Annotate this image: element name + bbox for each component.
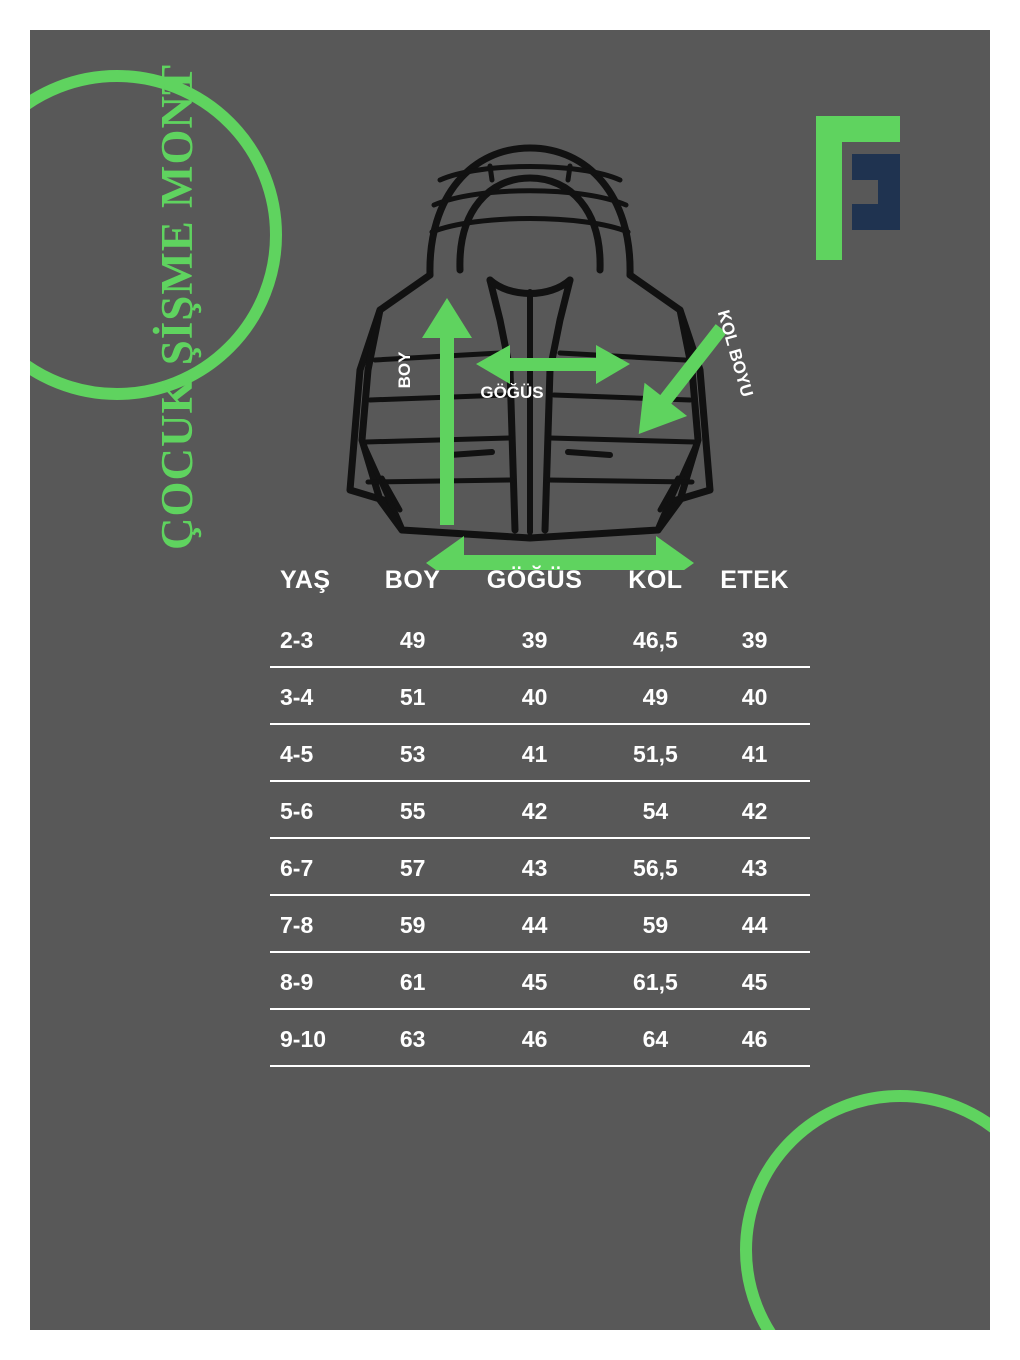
table-row	[270, 952, 810, 1009]
size-table-wrapper	[270, 560, 810, 1067]
cell-boy: 61	[368, 952, 458, 1009]
label-gogus: GÖĞÜS	[480, 383, 544, 402]
cell-etek: 39	[699, 611, 810, 667]
table-row	[270, 1009, 810, 1066]
column-header-boy: BOY	[384, 566, 441, 594]
cell-gogus: 40	[458, 667, 612, 724]
cell-kol: 56,5	[612, 838, 700, 895]
cell-boy: 55	[368, 781, 458, 838]
cell-age: 6-7	[270, 838, 368, 895]
cell-gogus: 45	[458, 952, 612, 1009]
cell-gogus: 42	[458, 781, 612, 838]
cell-age: 5-6	[270, 781, 368, 838]
size-table	[270, 560, 810, 1067]
cell-gogus: 46	[458, 1009, 612, 1066]
boy-arrow	[422, 298, 472, 525]
cell-kol: 64	[612, 1009, 700, 1066]
table-row	[270, 838, 810, 895]
cell-age: 2-3	[270, 611, 368, 667]
cell-kol: 61,5	[612, 952, 700, 1009]
column-header-yas: YAŞ	[280, 566, 331, 594]
table-row	[270, 724, 810, 781]
table-header-row	[270, 560, 810, 611]
cell-boy: 51	[368, 667, 458, 724]
cell-age: 4-5	[270, 724, 368, 781]
cell-gogus: 43	[458, 838, 612, 895]
column-header-gogus: GÖĞÜS	[486, 566, 583, 594]
cell-kol: 46,5	[612, 611, 700, 667]
cell-kol: 49	[612, 667, 700, 724]
cell-boy: 59	[368, 895, 458, 952]
cell-etek: 44	[699, 895, 810, 952]
cell-boy: 63	[368, 1009, 458, 1066]
cell-age: 8-9	[270, 952, 368, 1009]
size-chart-card	[30, 30, 990, 1330]
label-kol-boyu: KOL BOYU	[713, 307, 757, 400]
cell-age: 7-8	[270, 895, 368, 952]
cell-etek: 45	[699, 952, 810, 1009]
cell-etek: 46	[699, 1009, 810, 1066]
column-header-kol: KOL	[628, 566, 683, 594]
cell-etek: 41	[699, 724, 810, 781]
table-row	[270, 895, 810, 952]
column-header-etek: ETEK	[720, 566, 789, 594]
table-row	[270, 781, 810, 838]
decorative-arc-bottom-right	[740, 1090, 990, 1330]
cell-gogus: 39	[458, 611, 612, 667]
cell-gogus: 44	[458, 895, 612, 952]
table-row	[270, 667, 810, 724]
cell-age: 9-10	[270, 1009, 368, 1066]
cell-boy: 53	[368, 724, 458, 781]
page-title: ÇOCUK ŞİŞME MONT	[152, 63, 202, 550]
cell-kol: 54	[612, 781, 700, 838]
cell-gogus: 41	[458, 724, 612, 781]
cell-kol: 51,5	[612, 724, 700, 781]
cell-kol: 59	[612, 895, 700, 952]
cell-etek: 40	[699, 667, 810, 724]
cell-age: 3-4	[270, 667, 368, 724]
label-boy: BOY	[395, 351, 414, 389]
table-row	[270, 611, 810, 667]
cell-etek: 43	[699, 838, 810, 895]
cell-boy: 57	[368, 838, 458, 895]
cell-etek: 42	[699, 781, 810, 838]
cell-boy: 49	[368, 611, 458, 667]
